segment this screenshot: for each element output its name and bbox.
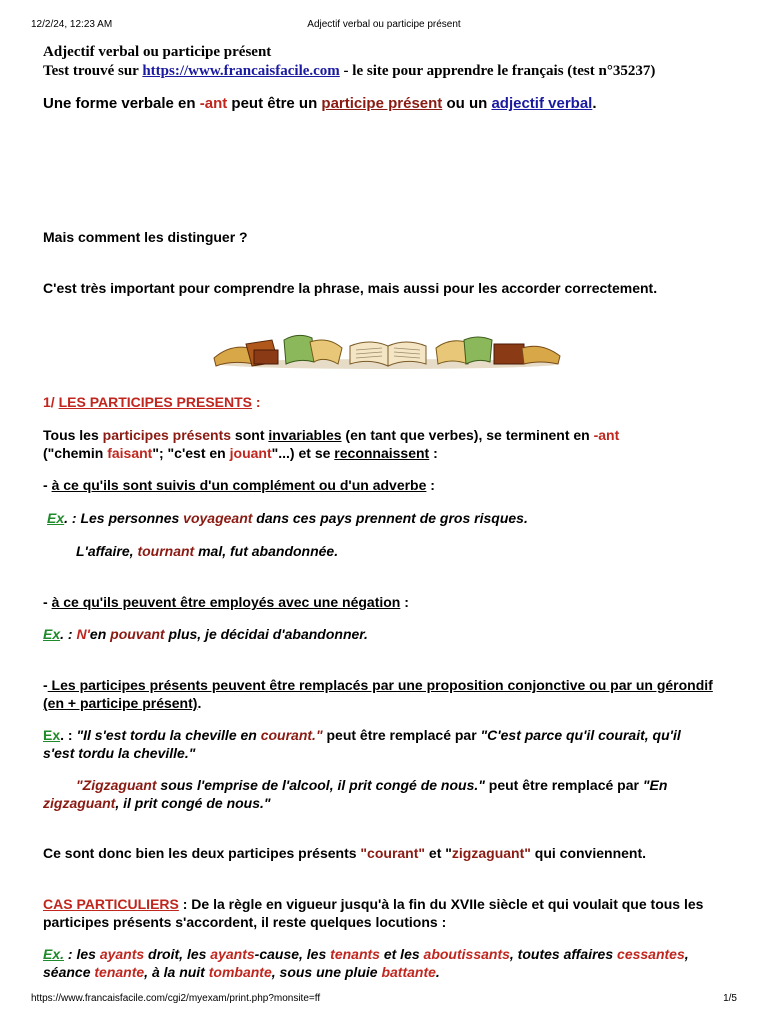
rule-text-b: sont	[231, 427, 269, 443]
ex4-w3: tenants	[330, 946, 380, 962]
crit1-colon: :	[426, 477, 435, 493]
criterion-2	[43, 594, 409, 610]
ex1-word: voyageant	[183, 510, 253, 526]
ex4-w5: cessantes	[617, 946, 685, 962]
criterion-3	[43, 676, 713, 712]
conclusion-word2: zigzaguant"	[451, 845, 531, 861]
cas-text: : De la règle en vigueur jusqu'à la fin du XVIIe siècle et qui voulait que tous les participes présents s'accordent, il reste quelques locutions :	[43, 896, 704, 930]
ex2-negation: N'	[76, 626, 90, 642]
books-right	[436, 337, 560, 364]
ex3-word: courant."	[260, 727, 323, 743]
ex1-text-a: Les personnes	[80, 510, 184, 526]
question: Mais comment les distinguer ?	[43, 229, 248, 245]
ex3-quote-a: "Il s'est tordu la cheville en	[76, 727, 261, 743]
ex3b-word: "Zigzaguant	[76, 777, 157, 793]
section1-title: LES PARTICIPES PRESENTS	[58, 394, 253, 410]
rule-paragraph	[43, 426, 713, 462]
intro-ant: -ant	[199, 95, 228, 112]
crit2-text: à ce qu'ils peuvent être employés avec une négation	[51, 594, 401, 610]
ex3b-word2: zigzaguant	[43, 795, 116, 811]
conclusion-word1: "courant"	[360, 845, 426, 861]
section1-colon: :	[252, 394, 261, 410]
crit1-text: à ce qu'ils sont suivis d'un complément ou d'un adverbe	[51, 477, 427, 493]
ex3b-text-a: sous l'emprise de l'alcool, il prit congé de nous."	[156, 777, 485, 793]
example-3b	[43, 776, 713, 812]
ex4-h: , sous une pluie	[271, 964, 382, 980]
crit1-dash: -	[43, 477, 52, 493]
ex4-c: -cause, les	[254, 946, 331, 962]
footer-page-number: 1/5	[723, 993, 737, 1004]
ex1b-text-b: mal, fut abandonnée.	[194, 543, 339, 559]
example-4	[43, 945, 713, 981]
ex3-mid: peut être remplacé par	[322, 727, 481, 743]
section1-heading	[43, 394, 261, 410]
ex2-text-a: en	[89, 626, 111, 642]
rule-text-a: Tous les	[43, 427, 103, 443]
doc-title: Adjectif verbal ou participe présent	[43, 44, 272, 60]
ex2-label: Ex	[43, 626, 61, 642]
intro-text-a: Une forme verbale en	[43, 95, 200, 112]
intro-text-c: ou un	[442, 95, 492, 112]
example-3	[43, 726, 713, 762]
example-1	[47, 510, 528, 526]
source-suffix: - le site pour apprendre le français (test n°35237)	[339, 63, 656, 79]
rule-text-c: (en tant que verbes), se terminent en	[341, 427, 594, 443]
rule-ant: -ant	[593, 427, 620, 443]
ex4-w6: tenante	[94, 964, 145, 980]
cas-particuliers	[43, 895, 713, 931]
ex4-e: , toutes affaires	[509, 946, 618, 962]
ex2-text-b: plus, je décidai d'abandonner.	[164, 626, 368, 642]
source-prefix: Test trouvé sur	[43, 63, 143, 79]
ex3b-quote: "En	[642, 777, 668, 793]
important-note: C'est très important pour comprendre la phrase, mais aussi pour les accorder correctement.	[43, 280, 658, 296]
ex1-text-b: dans ces pays prennent de gros risques.	[252, 510, 528, 526]
rule-text-f: "...) et se	[271, 445, 335, 461]
ex1b-text-a: L'affaire,	[76, 543, 138, 559]
ex4-w4: aboutissants	[423, 946, 510, 962]
ex4-a: : les	[64, 946, 100, 962]
conclusion-text-b: et "	[425, 845, 452, 861]
conclusion-text-a: Ce sont donc bien les deux participes présents	[43, 845, 361, 861]
rule-jouant: jouant	[229, 445, 272, 461]
footer-url: https://www.francaisfacile.com/cgi2/myexam/print.php?monsite=ff	[31, 993, 321, 1004]
books-illustration	[210, 328, 565, 370]
crit2-colon: :	[400, 594, 409, 610]
adjectif-verbal-link[interactable]: adjectif verbal	[491, 95, 593, 112]
participe-present-link[interactable]: participe présent	[321, 95, 443, 112]
rule-pp: participes présents	[102, 427, 232, 443]
intro-text-b: peut être un	[227, 95, 322, 112]
ex3-sep: . :	[60, 727, 77, 743]
ex4-d: et les	[379, 946, 424, 962]
rule-faisant: faisant	[107, 445, 153, 461]
rule-text-d: ("chemin	[43, 445, 108, 461]
ex4-f: , séance	[43, 946, 689, 980]
ex4-label: Ex.	[43, 946, 65, 962]
ex4-w2: ayants	[210, 946, 255, 962]
example-1b	[76, 543, 338, 559]
ex4-b: droit, les	[144, 946, 211, 962]
rule-text-e: "; "c'est en	[152, 445, 230, 461]
example-2	[43, 626, 368, 642]
ex1-label: Ex	[47, 510, 65, 526]
open-book-left	[214, 340, 278, 366]
ex3-quote-b: "C'est parce qu'il courait, qu'il s'est tordu la cheville."	[43, 727, 681, 761]
ex3b-text-b: , il prit congé de nous."	[115, 795, 271, 811]
print-title: Adjectif verbal ou participe présent	[307, 19, 461, 30]
ex3-label: Ex	[43, 727, 61, 743]
print-datetime: 12/2/24, 12:23 AM	[31, 19, 113, 30]
intro-text-d: .	[592, 95, 597, 112]
crit3-text: Les participes présents peuvent être remplacés par une proposition conjonctive ou par un gérondif (en + participe présent)	[43, 677, 713, 711]
ex1-sep: . :	[64, 510, 81, 526]
conclusion-text-c: qui conviennent.	[530, 845, 647, 861]
intro-sentence	[43, 95, 597, 112]
rule-text-g: :	[429, 445, 438, 461]
ex4-w8: battante	[381, 964, 436, 980]
ex4-g: , à la nuit	[144, 964, 209, 980]
rule-reconnaissent: reconnaissent	[334, 445, 430, 461]
crit3-dash: -	[43, 677, 48, 693]
ex4-i: .	[435, 964, 440, 980]
ex1b-word: tournant	[137, 543, 195, 559]
section1-number: 1/	[43, 394, 59, 410]
ex4-w7: tombante	[208, 964, 272, 980]
ex3b-mid: peut être remplacé par	[484, 777, 643, 793]
crit2-dash: -	[43, 594, 52, 610]
doc-source	[43, 62, 655, 80]
ex4-w1: ayants	[99, 946, 145, 962]
crit3-end: .	[197, 695, 202, 711]
ex2-word: pouvant	[110, 626, 165, 642]
conclusion	[43, 845, 646, 861]
ex2-sep: . :	[60, 626, 77, 642]
criterion-1	[43, 477, 435, 493]
green-books-left	[284, 335, 342, 364]
cas-title: CAS PARTICULIERS	[43, 896, 179, 912]
source-link[interactable]: https://www.francaisfacile.com	[142, 63, 340, 79]
rule-invariables: invariables	[268, 427, 342, 443]
